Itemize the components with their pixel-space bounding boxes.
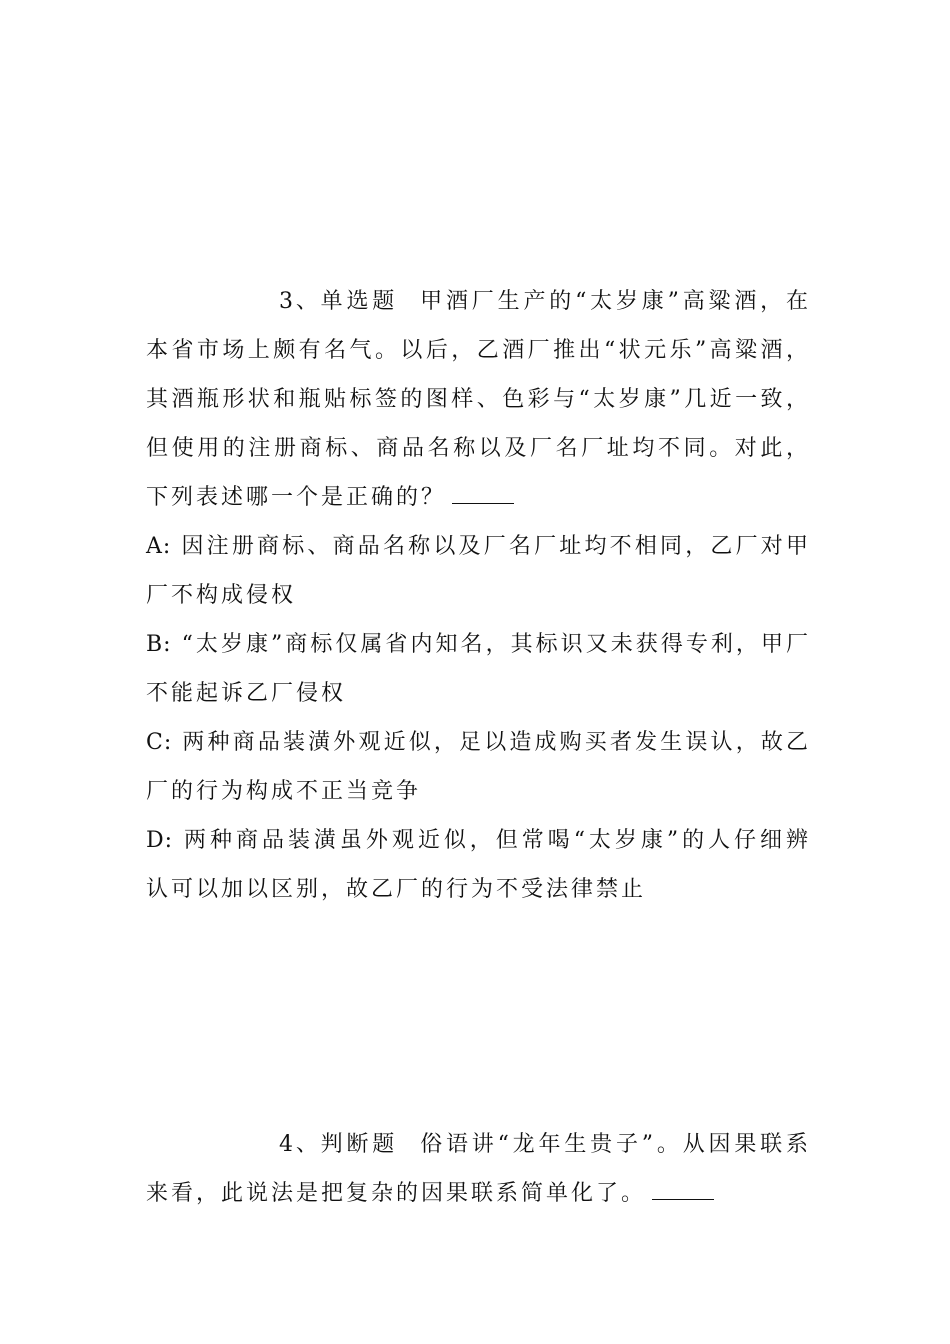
option-letter: A: bbox=[146, 534, 172, 559]
option-text: 因注册商标、商品名称以及厂名厂址均不相同，乙厂对甲厂不构成侵权 bbox=[146, 534, 811, 608]
question-number: 4、 bbox=[279, 1132, 321, 1157]
option-c bbox=[146, 718, 811, 816]
question-number: 3、 bbox=[279, 289, 321, 314]
option-letter: D: bbox=[146, 828, 174, 853]
option-d bbox=[146, 816, 811, 914]
question-text: 甲酒厂生产的“太岁康”高粱酒，在本省市场上颇有名气。以后，乙酒厂推出“状元乐”高粱酒，其酒瓶形状和瓶贴标签的图样、色彩与“太岁康”几近一致，但使用的注册商标、商品名称以及厂名厂址均不同。对此，下列表述哪一个是正确的？ bbox=[146, 289, 811, 510]
option-letter: C: bbox=[146, 730, 173, 755]
option-b bbox=[146, 620, 811, 718]
question-type: 判断题 bbox=[320, 1132, 399, 1157]
option-letter: B: bbox=[146, 632, 172, 657]
question-type: 单选题 bbox=[320, 289, 399, 314]
answer-blank bbox=[652, 1181, 714, 1200]
option-a bbox=[146, 522, 811, 620]
option-text: 两种商品装潢虽外观近似，但常喝“太岁康”的人仔细辨认可以加以区别，故乙厂的行为不受法律禁止 bbox=[146, 828, 812, 902]
option-text: “太岁康”商标仅属省内知名，其标识又未获得专利，甲厂不能起诉乙厂侵权 bbox=[146, 632, 811, 706]
question-text: 俗语讲“龙年生贵子”。从因果联系来看，此说法是把复杂的因果联系简单化了。 bbox=[146, 1132, 811, 1206]
question-3 bbox=[146, 277, 811, 914]
answer-blank bbox=[452, 485, 514, 504]
question-stem bbox=[146, 277, 811, 522]
question-4 bbox=[146, 1120, 811, 1218]
option-text: 两种商品装潢外观近似，足以造成购买者发生误认，故乙厂的行为构成不正当竞争 bbox=[146, 730, 811, 804]
question-stem bbox=[146, 1120, 811, 1218]
